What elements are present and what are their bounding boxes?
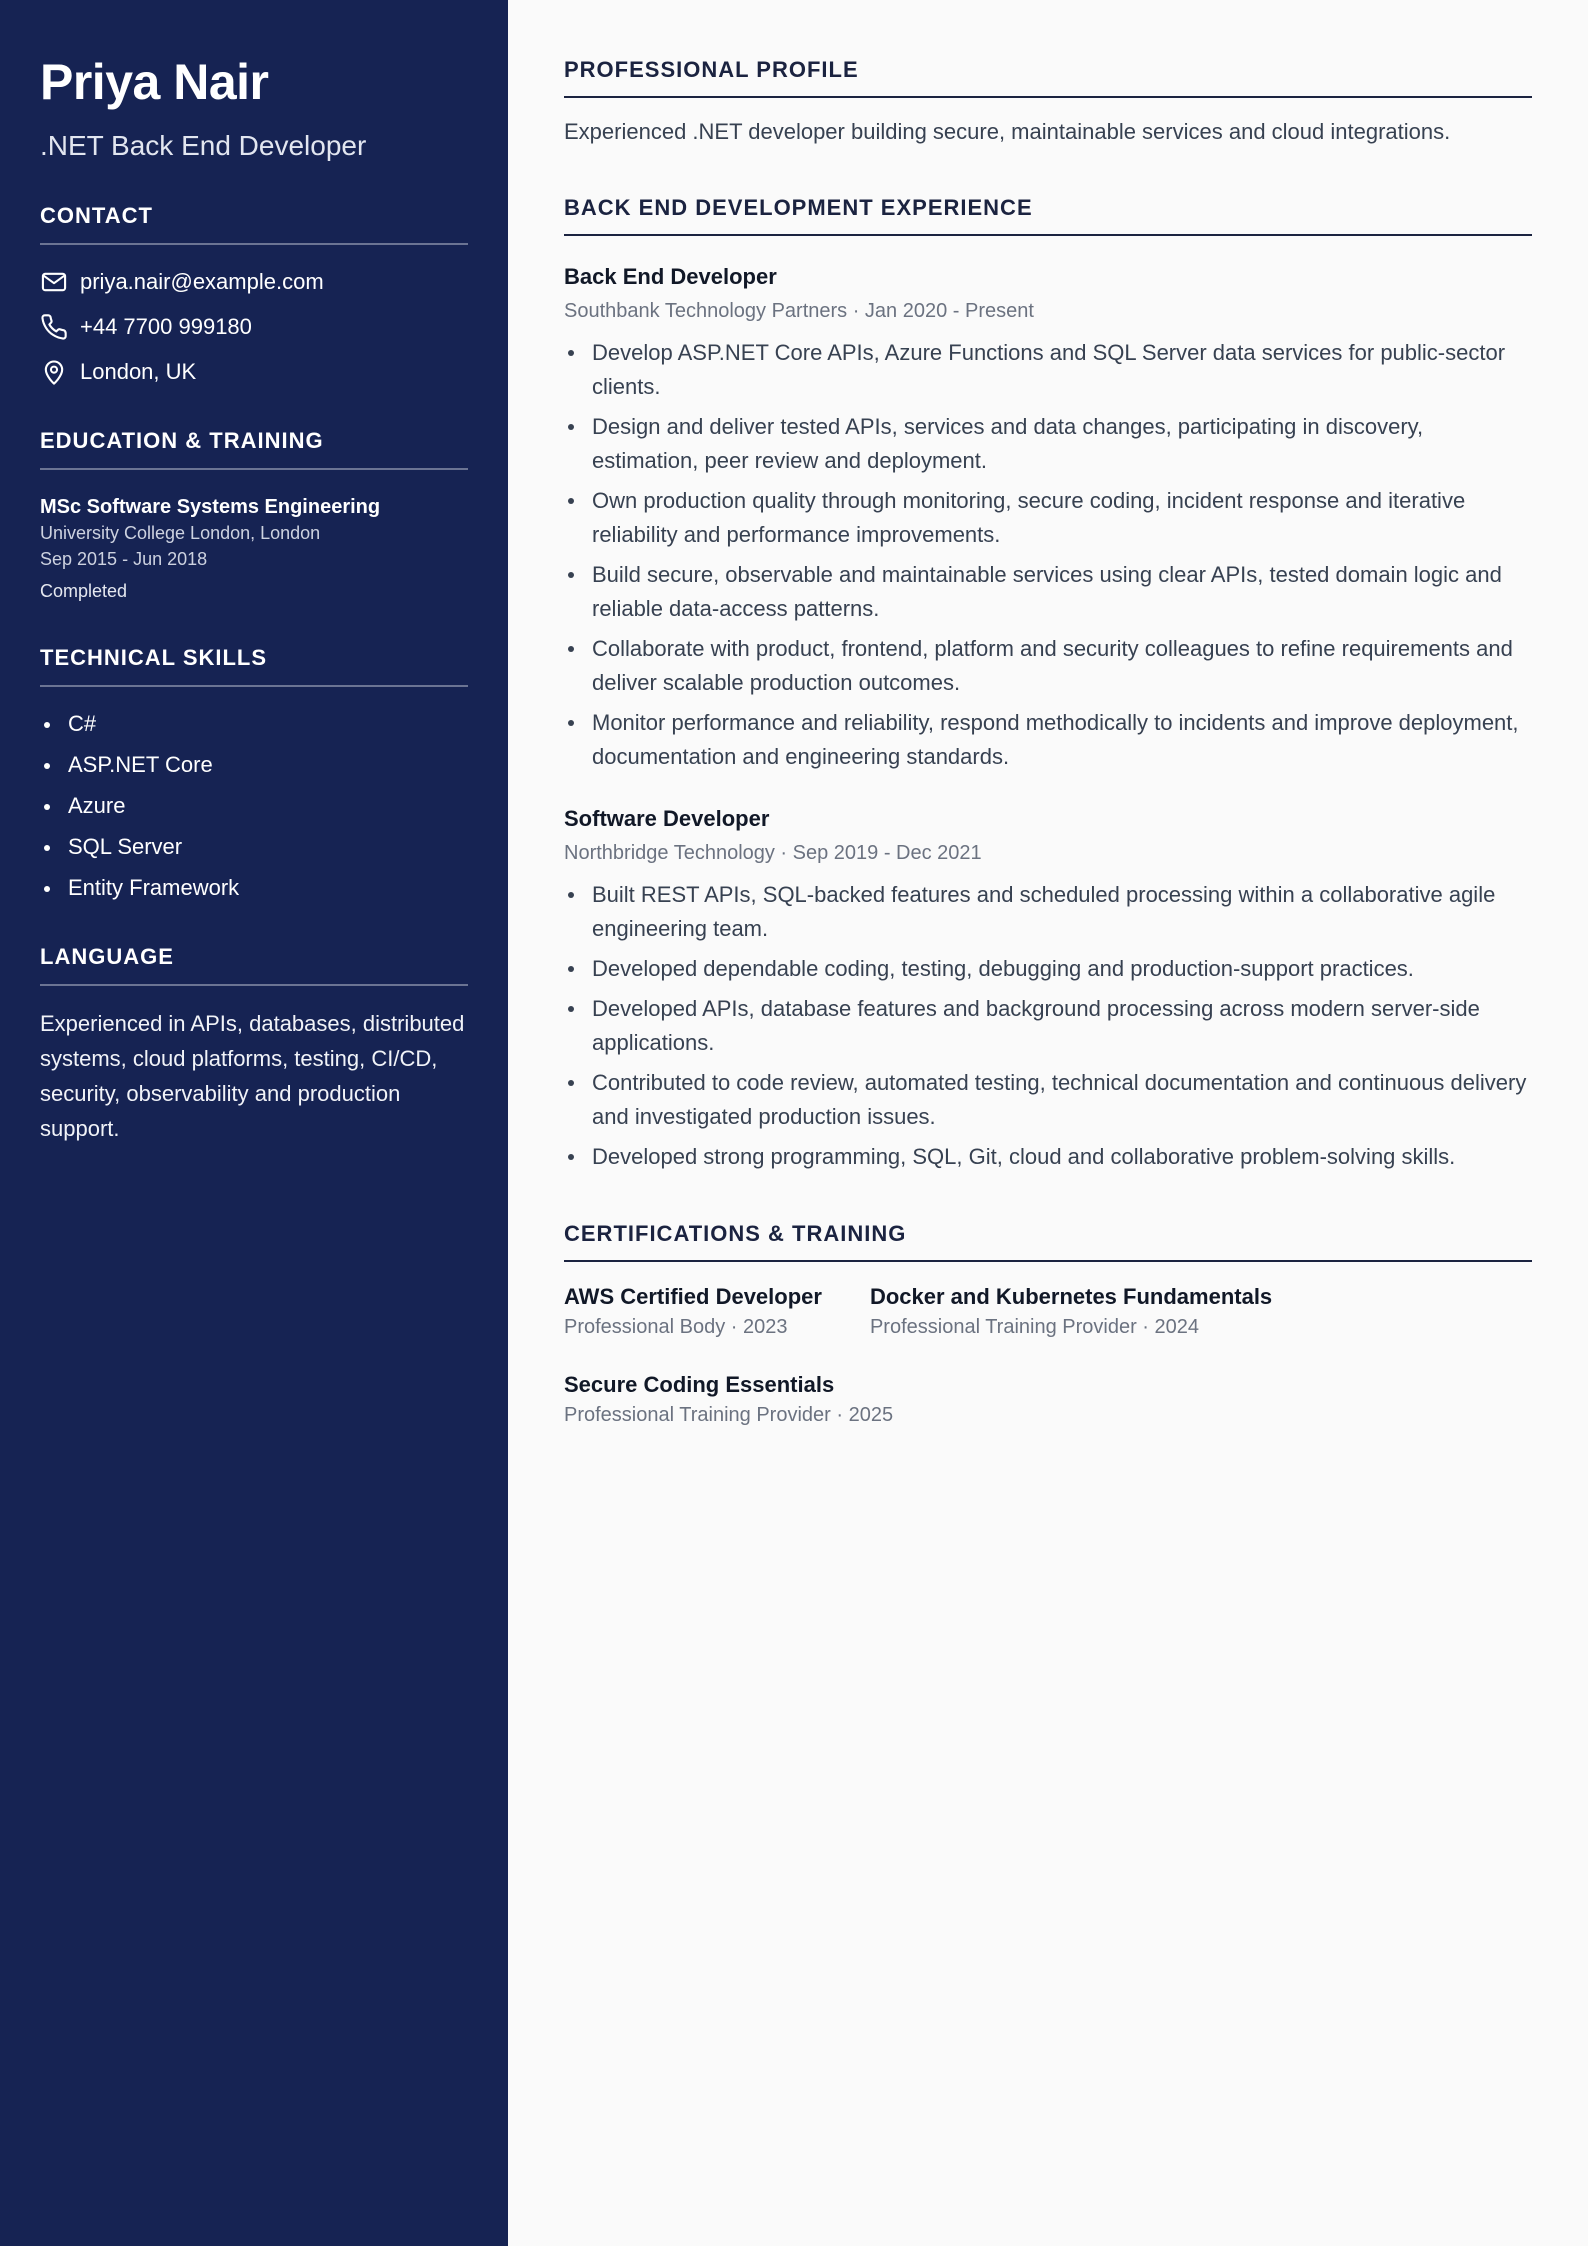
job-meta: Northbridge Technology · Sep 2019 - Dec 2021 [564, 842, 982, 864]
profile-section [564, 56, 1532, 148]
location-pin-icon [40, 358, 68, 386]
job-bullets [564, 336, 1532, 774]
job-entry [564, 804, 1532, 1174]
job-bullet: Collaborate with product, frontend, platform and security colleagues to refine requirements and deliver scalable production outcomes. [564, 632, 1532, 700]
education-status: Completed [40, 581, 128, 601]
certifications-heading: CERTIFICATIONS & TRAINING [564, 1220, 1532, 1262]
education-heading: EDUCATION & TRAINING [40, 427, 468, 470]
job-bullet: Contributed to code review, automated testing, technical documentation and continuous delivery and investigated production issues. [564, 1066, 1532, 1134]
education-dates: Sep 2015 - Jun 2018 [40, 549, 208, 569]
candidate-name: Priya Nair [40, 54, 269, 110]
language-heading: LANGUAGE [40, 943, 468, 986]
sidebar [0, 0, 508, 2246]
job-title: Back End Developer [564, 264, 777, 289]
phone-text: +44 7700 999180 [80, 314, 252, 339]
job-title: Software Developer [564, 806, 770, 831]
contact-email[interactable] [40, 267, 468, 297]
email-text: priya.nair@example.com [80, 269, 324, 294]
skills-section [40, 644, 468, 903]
experience-section [564, 194, 1532, 1174]
certifications-list [564, 1282, 1532, 1458]
language-text: Experienced in APIs, databases, distributed systems, cloud platforms, testing, CI/CD, security, observability and production support. [40, 1011, 465, 1141]
certification-meta: Professional Training Provider · 2025 [564, 1404, 894, 1426]
candidate-role: .NET Back End Developer [40, 130, 367, 161]
skill-item: Azure [40, 791, 468, 821]
mail-icon [40, 268, 68, 296]
job-entry [564, 262, 1532, 774]
skills-heading: TECHNICAL SKILLS [40, 644, 468, 687]
certification-meta: Professional Body · 2023 [564, 1316, 788, 1338]
education-degree: MSc Software Systems Engineering [40, 496, 381, 518]
experience-heading: BACK END DEVELOPMENT EXPERIENCE [564, 194, 1532, 236]
certification-item [564, 1370, 1484, 1428]
contact-heading: CONTACT [40, 202, 468, 245]
location-text: London, UK [80, 359, 197, 384]
contact-list [40, 267, 468, 387]
contact-location [40, 357, 468, 387]
job-bullet: Monitor performance and reliability, respond methodically to incidents and improve deployment, documentation and engineering standards. [564, 706, 1532, 774]
job-bullet: Own production quality through monitoring, secure coding, incident response and iterative reliability and performance improvements. [564, 484, 1532, 552]
job-bullet: Developed dependable coding, testing, debugging and production-support practices. [564, 952, 1532, 986]
contact-phone[interactable] [40, 312, 468, 342]
skill-item: ASP.NET Core [40, 750, 468, 780]
skill-item: SQL Server [40, 832, 468, 862]
language-section [40, 943, 468, 1146]
contact-section [40, 202, 468, 387]
job-bullets [564, 878, 1532, 1174]
certification-meta: Professional Training Provider · 2024 [869, 1316, 1200, 1338]
profile-text: Experienced .NET developer building secure, maintainable services and cloud integrations. [564, 119, 1451, 144]
job-bullet: Developed strong programming, SQL, Git, cloud and collaborative problem-solving skills. [564, 1140, 1532, 1174]
main-content [508, 0, 1588, 2246]
job-bullet: Design and deliver tested APIs, services and data changes, participating in discovery, estimation, peer review and deployment. [564, 410, 1532, 478]
skill-item: Entity Framework [40, 873, 468, 903]
job-meta: Southbank Technology Partners · Jan 2020 - Present [564, 300, 1034, 322]
certification-title: Docker and Kubernetes Fundamentals [869, 1284, 1273, 1309]
education-school: University College London, London [40, 523, 321, 543]
education-section [40, 427, 468, 604]
job-bullet: Develop ASP.NET Core APIs, Azure Functions and SQL Server data services for public-sector clients. [564, 336, 1532, 404]
job-bullet: Developed APIs, database features and background processing across modern server-side applications. [564, 992, 1532, 1060]
certification-title: Secure Coding Essentials [564, 1372, 835, 1397]
skill-item: C# [40, 709, 468, 739]
phone-icon [40, 313, 68, 341]
job-bullet: Built REST APIs, SQL-backed features and scheduled processing within a collaborative agile engineering team. [564, 878, 1532, 946]
skills-list [40, 709, 468, 903]
profile-heading: PROFESSIONAL PROFILE [564, 56, 1532, 98]
certification-item [564, 1282, 822, 1340]
certification-title: AWS Certified Developer [564, 1284, 822, 1309]
certifications-section [564, 1220, 1532, 1458]
job-bullet: Build secure, observable and maintainable services using clear APIs, tested domain logic and reliable data-access patterns. [564, 558, 1532, 626]
certification-item [870, 1282, 1272, 1340]
